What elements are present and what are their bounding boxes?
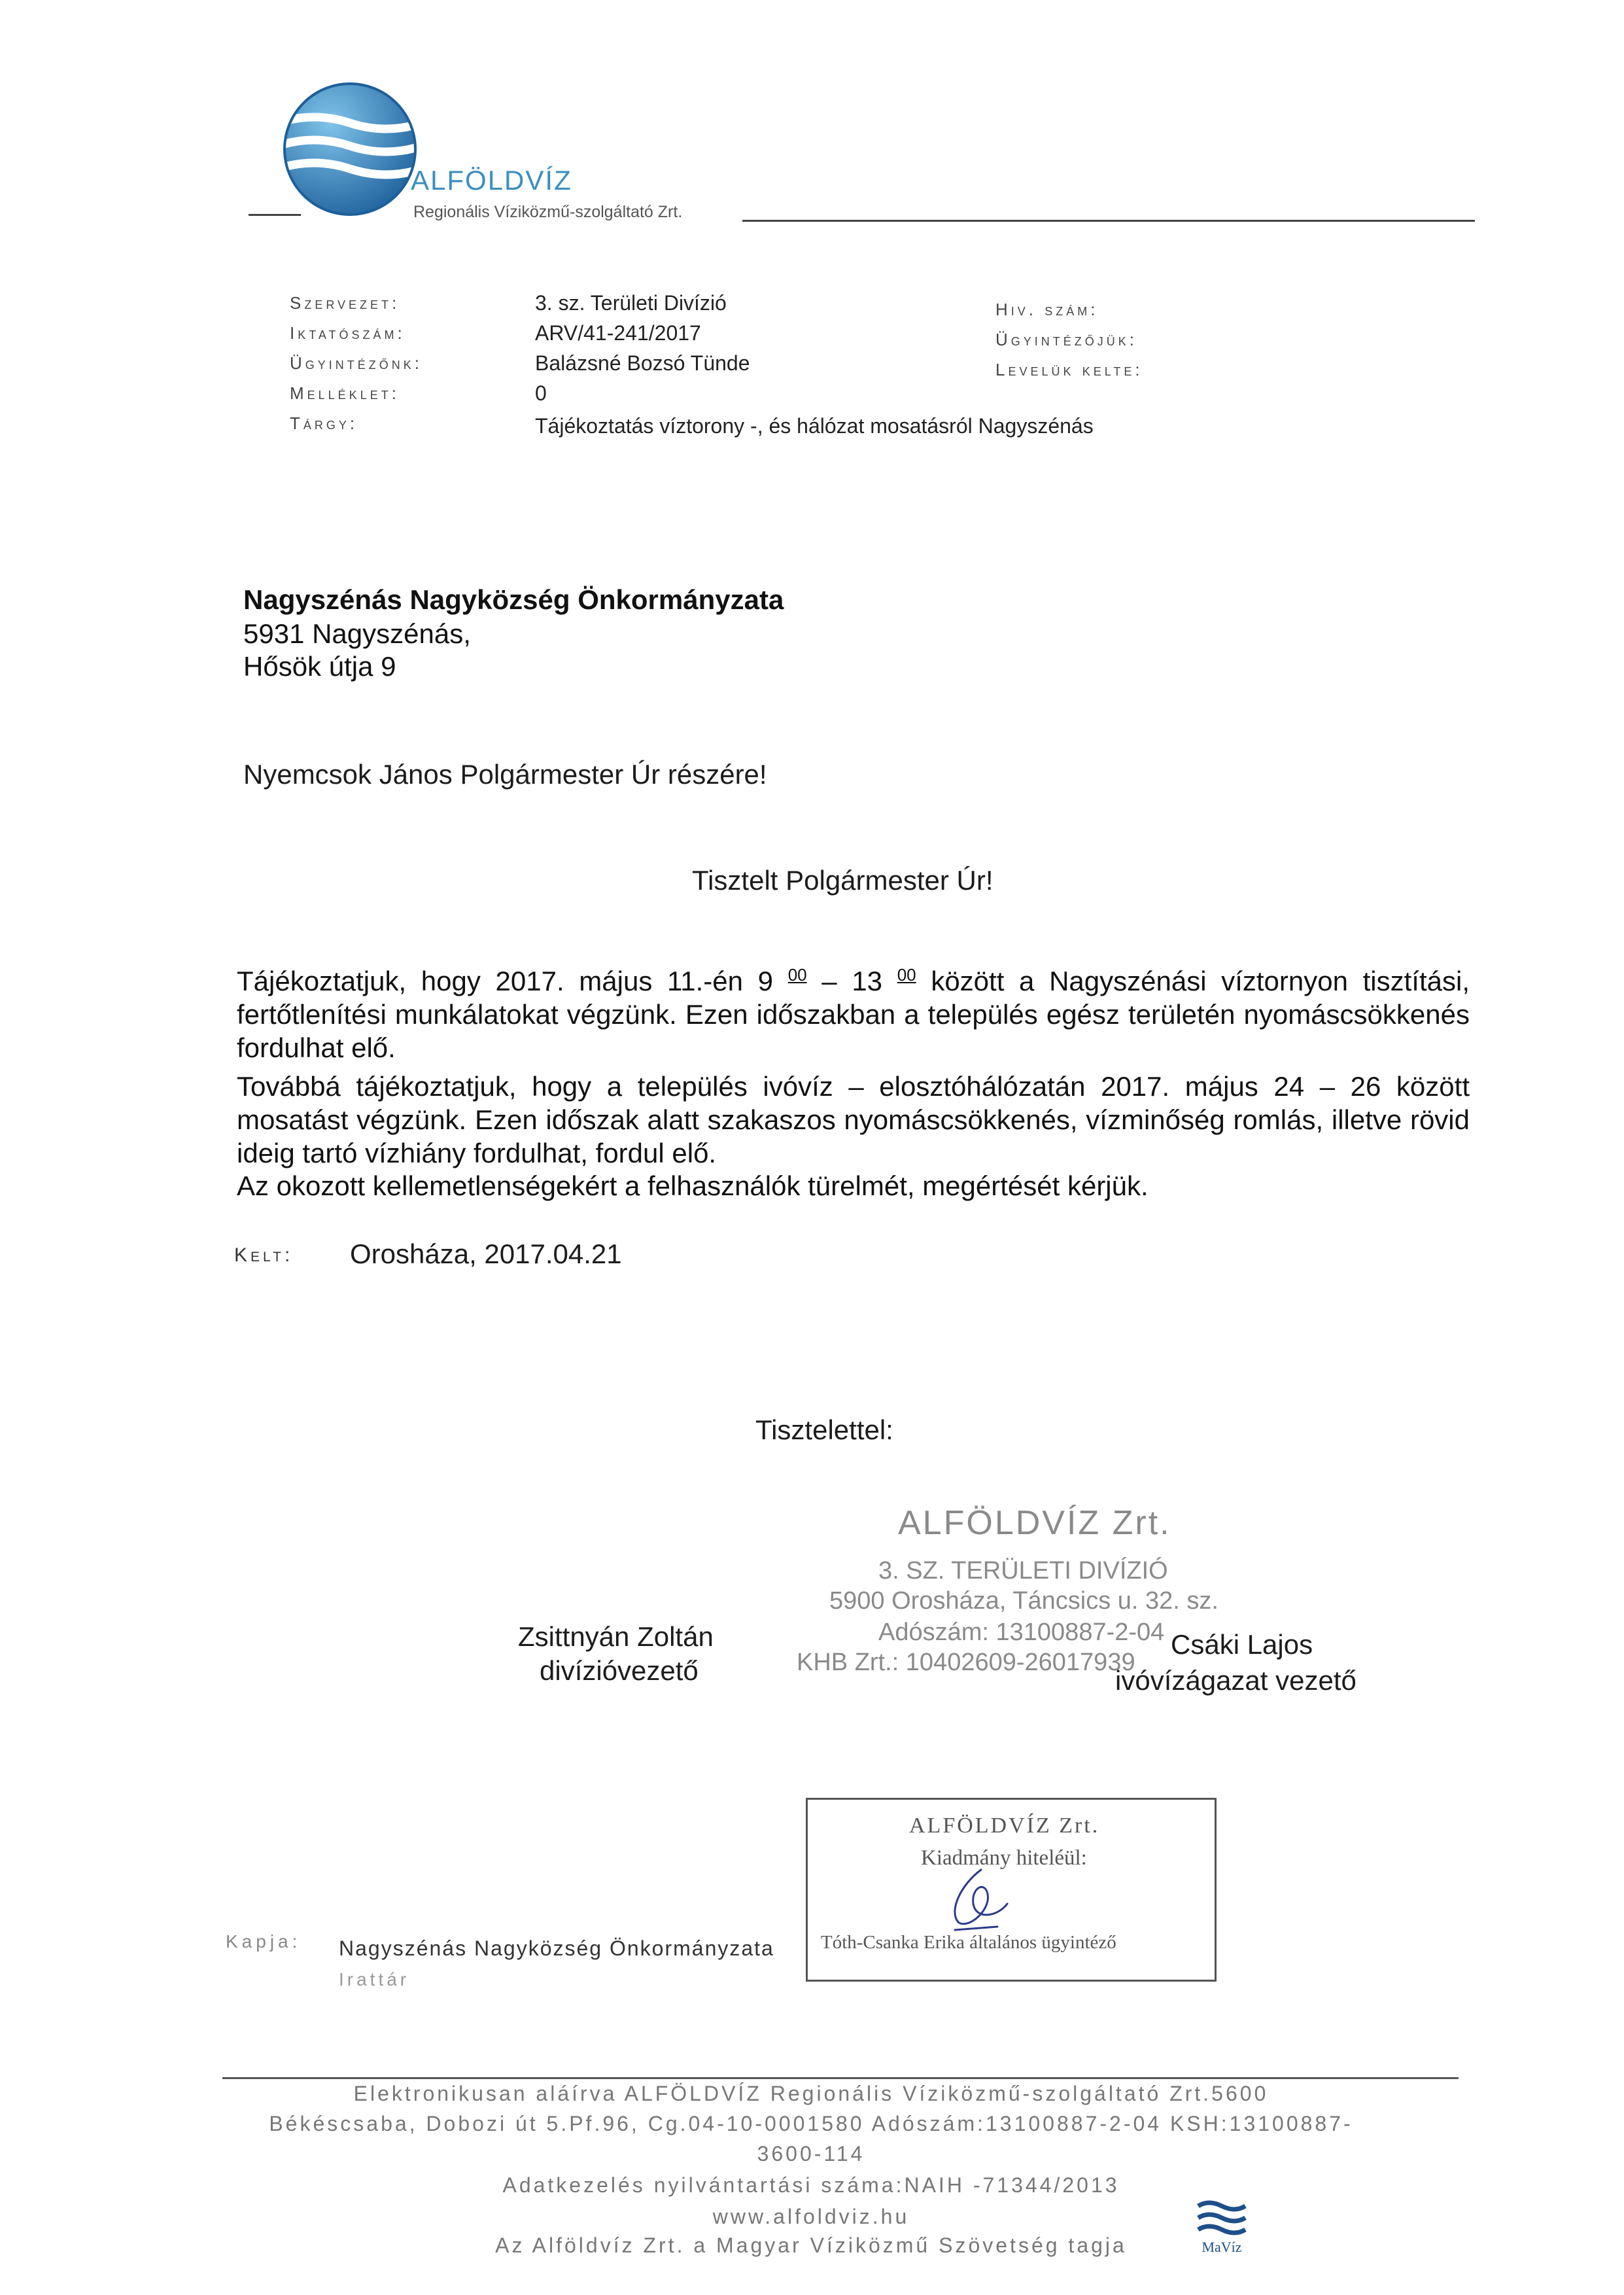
meta-value-attachment: 0: [535, 381, 547, 405]
authentication-signer: Tóth-Csanka Erika általános ügyintéző: [821, 1932, 1116, 1953]
handwritten-signature: [935, 1865, 1020, 1936]
signatory-left-name: Zsittnyán Zoltán: [518, 1621, 714, 1652]
footer-line-6: Az Alföldvíz Zrt. a Magyar Víziközmű Szövetség tagja: [495, 2234, 1127, 2257]
signatory-right-name: Csáki Lajos: [1171, 1629, 1313, 1660]
footer-line-3: 3600-114: [757, 2142, 865, 2165]
date-value: Orosháza, 2017.04.21: [350, 1238, 622, 1269]
header-rule-right: [742, 220, 1475, 222]
body-paragraph-1-part-b: – 13: [806, 966, 897, 996]
authentication-subtitle: Kiadmány hiteléül:: [921, 1846, 1087, 1870]
footer-website: www.alfoldviz.hu: [712, 2205, 910, 2228]
recipient-name: Nagyszénás Nagyközség Önkormányzata: [243, 584, 784, 615]
header-rule-left: [249, 214, 301, 216]
stamp-bank-account: KHB Zrt.: 10402609-26017939: [797, 1649, 1135, 1676]
meta-label-attachment: Melléklet:: [290, 383, 400, 403]
stamp-tax-number: Adószám: 13100887-2-04: [878, 1619, 1165, 1646]
meta-label-their-letter-date: Levelük kelte:: [995, 360, 1143, 379]
authentication-title: ALFÖLDVÍZ Zrt.: [909, 1813, 1100, 1838]
body-paragraph-1: [237, 958, 1470, 1064]
recipient-city: 5931 Nagyszénás,: [243, 618, 471, 649]
footer-line-4: Adatkezelés nyilvántartási száma:NAIH -71344/2013: [502, 2173, 1120, 2197]
alfoldviz-logo: [278, 77, 422, 221]
stamp-division: 3. SZ. TERÜLETI DIVÍZIÓ: [878, 1557, 1168, 1585]
cc-recipient: Nagyszénás Nagyközség Önkormányzata: [339, 1936, 774, 1960]
closing: Tisztelettel:: [755, 1414, 893, 1445]
svg-text:MaVíz: MaVíz: [1201, 2239, 1242, 2255]
stamp-company-name: ALFÖLDVÍZ Zrt.: [898, 1504, 1171, 1542]
footer-rule: [222, 2077, 1459, 2079]
recipient-street: Hősök útja 9: [243, 651, 396, 682]
meta-value-subject: Tájékoztatás víztorony -, és hálózat mosatásról Nagyszénás: [535, 414, 1094, 438]
body-paragraph-1-part-a: Tájékoztatjuk, hogy 2017. május 11.-én 9: [237, 966, 788, 996]
attention-line: Nyemcsok János Polgármester Úr részére!: [243, 759, 767, 790]
brand-name: ALFÖLDVÍZ: [411, 165, 572, 196]
meta-label-organization: Szervezet:: [290, 293, 400, 313]
meta-value-organization: 3. sz. Területi Divízió: [535, 291, 727, 315]
brand-subtitle: Regionális Víziközmű-szolgáltató Zrt.: [413, 203, 683, 221]
meta-label-their-reference: Hiv. szám:: [995, 300, 1099, 319]
cc-label: Kapja:: [226, 1931, 302, 1952]
signatory-left-role: divízióvezető: [540, 1655, 699, 1686]
meta-label-their-officer: Ügyintézőjük:: [995, 330, 1138, 349]
cc-archive: Irattár: [339, 1969, 410, 1989]
footer-line-2: Békéscsaba, Dobozi út 5.Pf.96, Cg.04-10-0001580 Adószám:13100887-2-04 KSH:13100887-: [269, 2112, 1353, 2135]
meta-label-case-officer: Ügyintézőnk:: [290, 353, 423, 373]
mavsz-logo: [1196, 2197, 1248, 2256]
meta-value-case-officer: Balázsné Bozsó Tünde: [535, 351, 750, 375]
time-end-superscript: 00: [897, 965, 916, 985]
meta-label-reference-number: Iktatószám:: [290, 323, 406, 343]
footer-line-1: Elektronikusan aláírva ALFÖLDVÍZ Regionális Víziközmű-szolgáltató Zrt.5600: [353, 2082, 1269, 2105]
time-start-superscript: 00: [787, 965, 807, 985]
meta-label-subject: Tárgy:: [290, 413, 358, 433]
stamp-address: 5900 Orosháza, Táncsics u. 32. sz.: [829, 1587, 1218, 1615]
meta-value-reference-number: ARV/41-241/2017: [535, 321, 701, 345]
body-paragraph-3: Az okozott kellemetlenségekért a felhasználók türelmét, megértését kérjük.: [237, 1170, 1149, 1201]
date-label: Kelt:: [234, 1244, 294, 1266]
body-paragraph-2: Továbbá tájékoztatjuk, hogy a település ivóvíz – elosztóhálózatán 2017. május 24 – 26 között mosatást végzünk. Ezen időszak alatt szakaszos nyomáscsökkenés, vízminőség romlás, illetve rövid ideig tartó vízhiány fordulhat, fordul elő.: [237, 1071, 1470, 1168]
body-paragraph-1-part-c: között a Nagyszénási víztornyon tisztítási, fertőtlenítési munkálatokat végzünk. Ezen időszakban a település egész területén nyomáscsökkenés fordulhat elő.: [237, 966, 1470, 1063]
signatory-right-role: ivóvízágazat vezető: [1115, 1665, 1356, 1696]
salutation: Tisztelt Polgármester Úr!: [692, 865, 993, 896]
